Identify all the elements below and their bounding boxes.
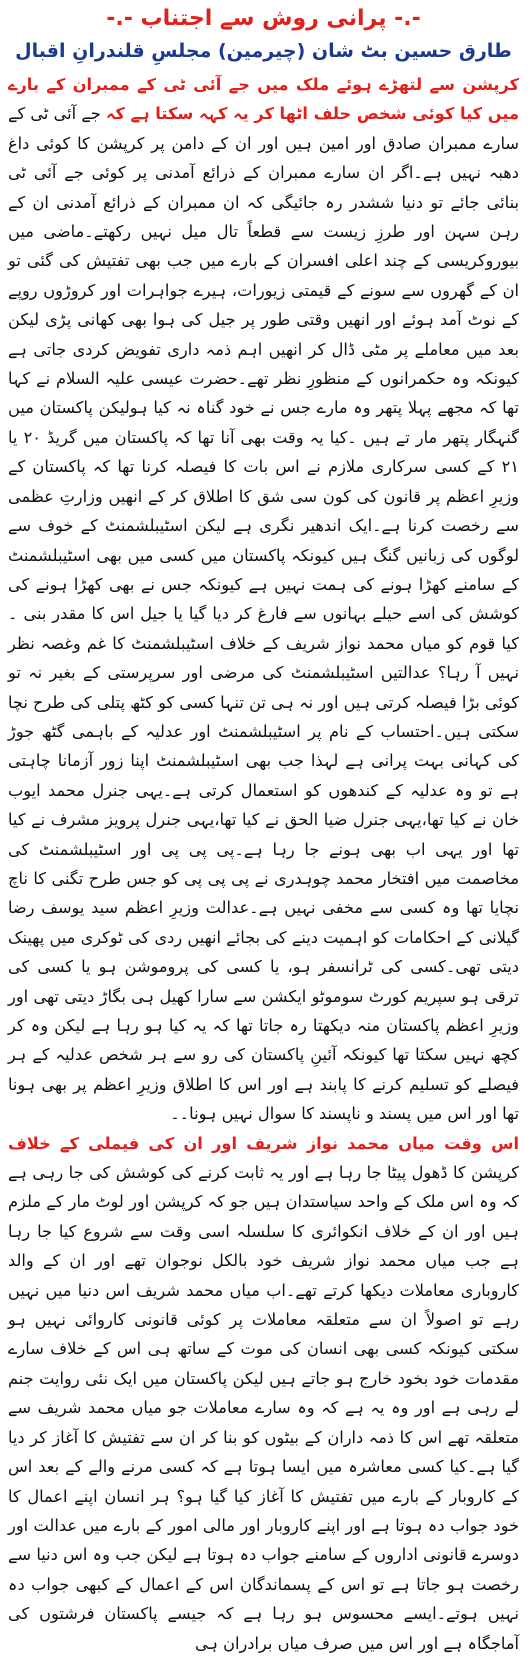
paragraph-1-lead: کرپشن سے لتھڑے ہوئے ملک میں جے آئی ٹی کے ممبران کے بارے میں کیا کوئی شخص حلف اٹھا کر یہ کہہ سکتا ہے کہ — [8, 75, 519, 124]
paragraph-2-lead: اس وقت میاں محمد نواز شریف اور ان کی فیملی کے خلاف — [8, 1133, 519, 1153]
paragraph-2-body: کرپشن کا ڈھول پیٹا جا رہا ہے اور یہ ثابت کرنے کی کوشش کی جا رہی ہے کہ وہ اس ملک کے واحد سیاستدان ہیں جو کہ کرپشن اور لوٹ مار کے ملزم ہیں اور ان کے خلاف انکوائری کا سلسلہ اسی وقت سے شروع کیا جا رہا ہے جب میاں محمد نواز شریف خود بالکل نوجوان تھے اور ان کے والد کاروباری معاملات دیکھا کرتے تھے۔اب میاں محمد شریف اس دنیا میں نہیں رہے تو اصولاً ان سے متعلقہ معاملات پر کوئی قانونی کاروائی نہیں ہو سکتی کیونکہ کسی بھی انسان کی موت کے ساتھ ہی اس کے خلاف سارے مقدمات خود بخود خارج ہو جاتے ہیں لیکن پاکستان میں ایک نئی روایت جنم لے رہی ہے اور وہ یہ ہے کہ وہ سارے معاملات جو میاں محمد شریف سے متعلقہ تھے اس کا ذمہ داران کے بیٹوں کو بنا کر ان سے تفتیش کا آغاز کر دیا گیا ہے۔کیا کسی معاشرہ میں ایسا ہوتا ہے کہ کسی مرنے والے کے بعد اس کے کاروبار کے بارے میں تفتیش کا آغاز کیا گیا ہو؟ ہر انسان اپنے اعمال کا خود جواب دہ ہوتا ہے اور اپنے کاروبار اور مالی امور کے بارے میں عدالت اور دوسرے قانونی اداروں کے سامنے جواب دہ ہوتا ہے لیکن جب وہ اس دنیا سے رخصت ہو جاتا ہے تو اس کے پسماندگان اس کے اعمال کے کبھی جواب دہ نہیں ہوتے۔ایسے محسوس ہو رہا ہے کہ جیسے پاکستان فرشتوں کی آماجگاہ ہے اور اس میں صرف میاں برادران ہی — [8, 1163, 519, 1653]
paragraph-1-body: جے آئی ٹی کے سارے ممبران صادق اور امین ہیں اور ان کے دامن پر کرپشن کا کوئی داغ دھبہ نہیں ہے۔اگر ان سارے ممبران کے ذرائع آمدنی پر کوئی جے آئی ٹی بنائی جائے تو دنیا ششدر رہ جائیگی کہ ان ممبران کے ذرائع آمدنی ان کے رہن سہن اور طرزِ زیست سے قطعاً تال میل نہیں رکھتے۔ماضی میں بیوروکریسی کے چند اعلی افسران کے بارے میں جب بھی تفتیش کی گئی تو ان کے گھروں سے سونے کے قیمتی زیورات، ہیرے جواہرات اور کروڑوں روپے کے نوٹ آمد ہوئے اور انھیں وقتی طور پر جیل کی ہوا بھی کھانی پڑی لیکن بعد میں معاملے پر مٹی ڈال کر انھیں اہم ذمہ داری تفویض کردی جاتی ہے کیونکہ وہ حکمرانوں کے منظورِ نظر تھے۔حضرت عیسی علیہ السلام نے کہا تھا کہ مجھے پہلا پتھر وہ مارے جس نے خود گناہ نہ کیا ہولیکن پاکستان میں گنہگار پتھر مار تے ہیں ۔کیا یہ وقت بھی آنا تھا کہ پاکستان میں گریڈ ۲۰ یا ۲۱ کے کسی سرکاری ملازم نے اس بات کا فیصلہ کرنا تھا کہ پاکستان کے وزیرِ اعظم پر قانون کی کون سی شق کا اطلاق کر کے انھیں وزارتِ عظمی سے رخصت کرنا ہے۔ایک اندھیر نگری ہے لیکن اسٹیبلشمنٹ کے خوف سے لوگوں کی زبانیں گنگ ہیں کیونکہ پاکستان میں کسی میں بھی اسٹیبلشمنٹ کے سامنے کھڑا ہونے کی ہمت نہیں ہے کیونکہ جس نے بھی کھڑا ہونے کی کوشش کی اسے حیلے بہانوں سے فارغ کر دیا گیا یا جیل اس کا مقدر بنی ۔کیا قوم کو میاں محمد نواز شریف کے خلاف اسٹیبلشمنٹ کا غم وغصہ نظر نہیں آ رہا؟ عدالتیں اسٹیبلشمنٹ کی مرضی اور سرپرستی کے بغیر نہ تو کوئی بڑا فیصلہ کرتی ہیں اور نہ ہی تن تنہا کسی کو کٹھ پتلی کی طرح نچا سکتی ہیں۔احتساب کے نام پر اسٹیبلشمنٹ اور عدلیہ کے باہمی گٹھ جوڑ کی کہانی بہت پرانی ہے لہذا جب بھی اسٹیبلشمنٹ اپنا زور آزمانا چاہتی ہے تو وہ عدلیہ کے کندھوں کو استعمال کرتی ہے۔یہی جنرل محمد ایوب خان نے کیا تھا،یہی جنرل ضیا الحق نے کیا تھا،یہی جنرل پرویز مشرف نے کیا تھا اور یہی اب بھی ہونے جا رہا ہے۔پی پی پی اور اسٹیبلشمنٹ کی مخاصمت میں افتخار محمد چوہدری نے پی پی پی کو جس طرح تگنی کا ناچ نچایا تھا وہ کسی سے مخفی نہیں ہے۔عدالت وزیرِ اعظم سید یوسف رضا گیلانی کے احکامات کو اہمیت دینے کی بجائے انھیں ردی کی ٹوکری میں پھینک دیتی تھی۔کسی کی ٹرانسفر ہو، یا کسی کی پروموشن ہو یا کسی کی ترقی ہو سپریم کورٹ سوموٹو ایکشن سے سارا کھیل ہی بگاڑ دیتی تھی اور وزیرِ اعظم پاکستان منہ دیکھتا رہ جاتا تھا کہ یہ کیا ہو رہا ہے لیکن وہ کر کچھ نہیں سکتا تھا کیونکہ آئینِ پاکستان کی رو سے ہر شخص عدلیہ کے ہر فیصلے کو تسلیم کرنے کا پابند ہے اور اس کا اطلاق وزیرِ اعظم پر بھی ہونا تھا اور اس میں پسند و ناپسند کا سوال نہیں ہونا۔۔ — [7, 104, 519, 1124]
article-paragraph-1 — [8, 70, 519, 1129]
article-title: -.- پرانی روش سے اجتناب -.- — [106, 6, 421, 31]
article-byline: طارق حسین بٹ شان (چیرمین) مجلسِ قلندرانِ اقبال — [15, 40, 512, 62]
article-paragraph-2 — [8, 1129, 519, 1658]
